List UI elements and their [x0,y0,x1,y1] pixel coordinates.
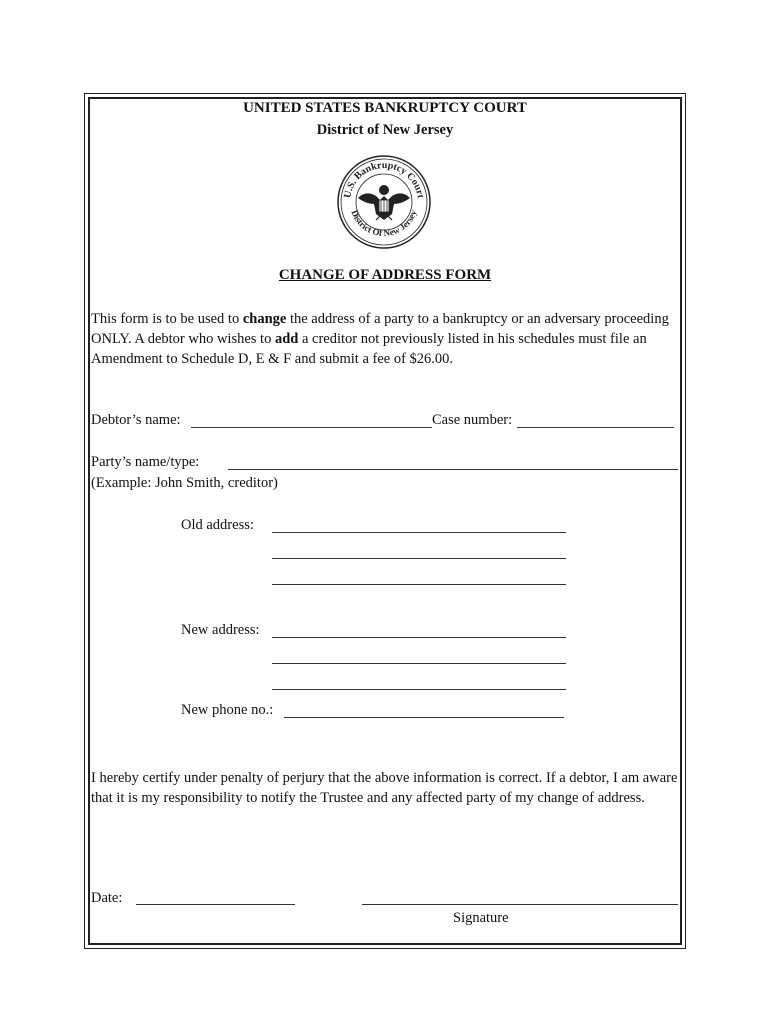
court-seal-icon [336,154,432,250]
certification-text: I hereby certify under penalty of perjury that the above information is correct. If a debtor, I am aware that it is my responsibility to notify the Trustee and any affected party of my change of address. [91,770,678,806]
old-address-label: Old address: [181,517,254,533]
new-phone-field[interactable] [284,717,564,718]
old-address-line-1[interactable] [272,532,566,533]
new-address-line-1[interactable] [272,637,566,638]
case-number-label: Case number: [432,412,513,428]
old-address-line-3[interactable] [272,584,566,585]
debtor-name-label: Debtor’s name: [91,412,181,428]
party-name-label: Party’s name/type: [91,454,200,470]
district-name: District of New Jersey [316,122,454,138]
form-title: CHANGE OF ADDRESS FORM [278,267,492,283]
party-name-field[interactable] [228,469,678,470]
new-address-label: New address: [181,622,260,638]
new-phone-label: New phone no.: [181,702,274,718]
signature-field[interactable] [362,904,678,905]
old-address-line-2[interactable] [272,558,566,559]
svg-text:District Of New Jersey: District Of New Jersey [349,208,419,239]
court-name: UNITED STATES BANKRUPTCY COURT [243,100,527,116]
signature-label: Signature [453,910,509,926]
new-address-line-3[interactable] [272,689,566,690]
new-address-line-2[interactable] [272,663,566,664]
debtor-name-field[interactable] [191,427,432,428]
date-label: Date: [91,890,123,906]
case-number-field[interactable] [517,427,674,428]
svg-text:U.S. Bankruptcy Court: U.S. Bankruptcy Court [342,159,426,200]
party-example-text: (Example: John Smith, creditor) [91,475,278,491]
date-field[interactable] [136,904,295,905]
intro-paragraph: This form is to be used to change the address of a party to a bankruptcy or an adversary proceeding ONLY. A debtor who wishes to add a creditor not previously listed in his schedules must file an Amendment to Schedule D, E & F and submit a fee of $26.00. [91,311,669,367]
